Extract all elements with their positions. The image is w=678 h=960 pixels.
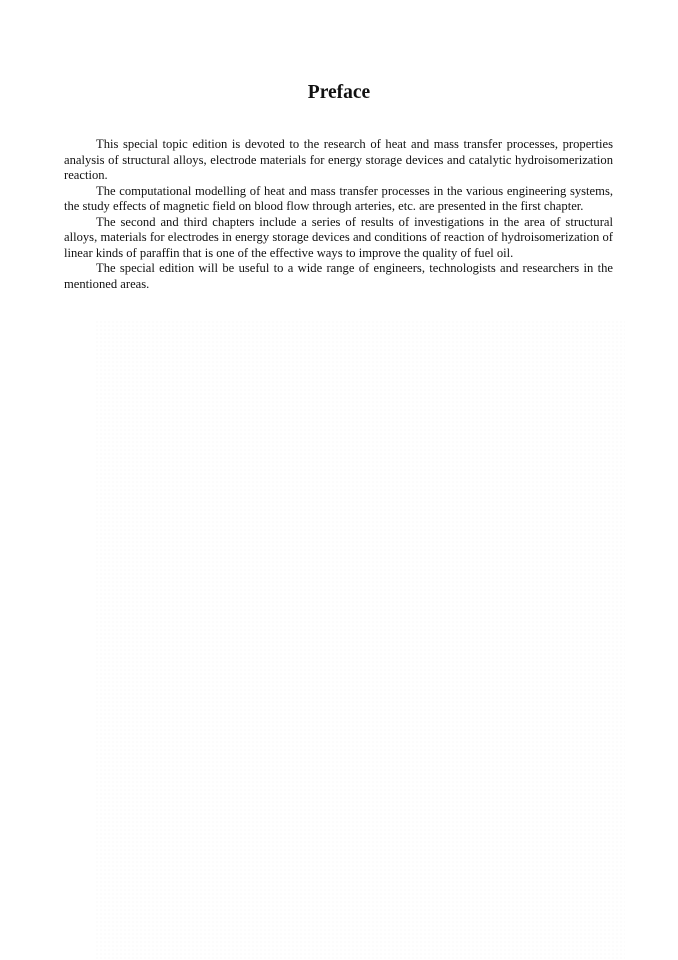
preface-body — [64, 137, 613, 292]
paragraph-first-chapter: The computational modelling of heat and mass transfer processes in the various engineering systems, the study effects of magnetic field on blood flow through arteries, etc. are presented in the first chapter. — [64, 183, 613, 213]
paragraph-second-third-chapters: The second and third chapters include a series of results of investigations in the area of structural alloys, materials for electrodes in energy storage devices and conditions of reaction of hydroisomerization of linear kinds of paraffin that is one of the effective ways to improve the quality of fuel oil. — [64, 214, 613, 260]
background-watermark — [95, 320, 625, 960]
page-title: Preface — [307, 82, 371, 103]
paragraph-intro: This special topic edition is devoted to the research of heat and mass transfer processes, properties analysis of structural alloys, electrode materials for energy storage devices and catalytic hydroisomerization reaction. — [64, 137, 613, 182]
paragraph-audience: The special edition will be useful to a wide range of engineers, technologists and researchers in the mentioned areas. — [64, 261, 613, 291]
